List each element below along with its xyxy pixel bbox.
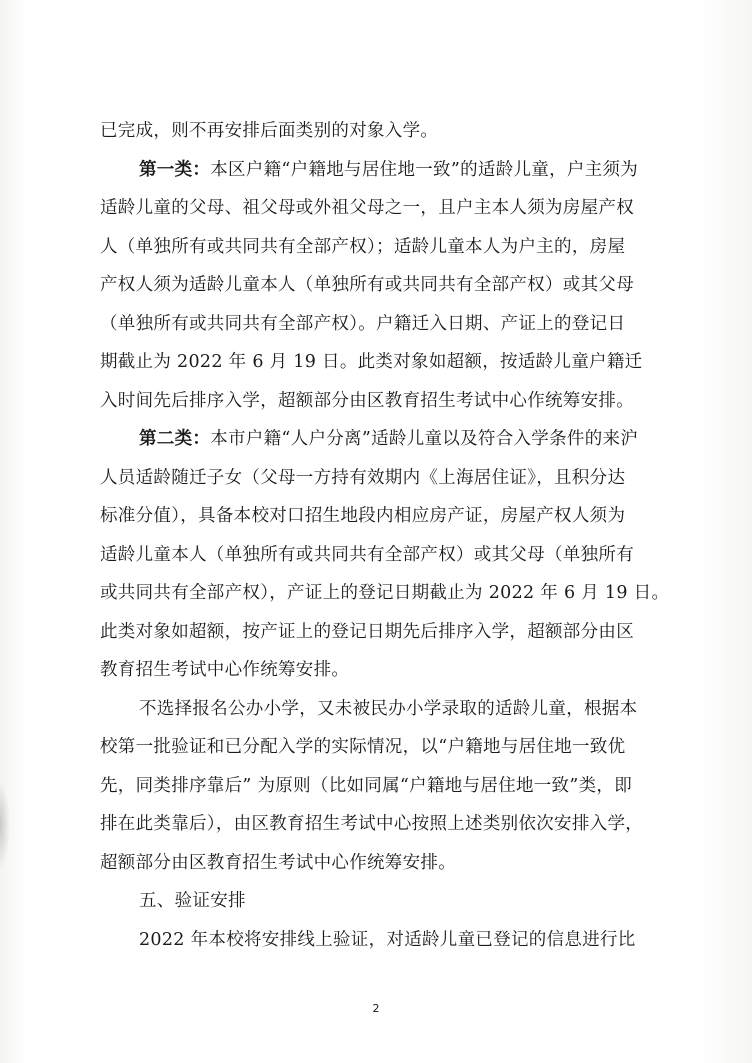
text-line-15: 教育招生考试中心作统筹安排。 xyxy=(100,660,350,680)
section-heading: 五、验证安排 xyxy=(139,891,246,911)
category-label-first: 第一类： xyxy=(139,159,211,180)
text-line-22: 2022 年本校将安排线上验证，对适龄儿童已登记的信息进行比 xyxy=(139,929,636,950)
text-line-5: 产权人须为适龄儿童本人（单独所有或共同共有全部产权）或其父母 xyxy=(100,275,634,295)
text-line-11: 标准分值），具备本校对口招生地段内相应房产证，房屋产权人须为 xyxy=(100,506,626,526)
category-label-second: 第二类： xyxy=(139,429,211,449)
text-line-19: 排在此类靠后），由区教育招生考试中心按照上述类别依次安排入学， xyxy=(100,814,644,834)
text-line-18: 先，同类排序靠后” 为原则（比如同属“户籍地与居住地一致”类，即 xyxy=(100,775,632,796)
text-line-8: 入时间先后排序入学，超额部分由区教育招生考试中心作统筹安排。 xyxy=(100,390,634,411)
text-line-2-body: 本区户籍“户籍地与居住地一致”的适龄儿童，户主须为 xyxy=(210,159,639,180)
text-line-17: 校第一批验证和已分配入学的实际情况，以“户籍地与居住地一致优 xyxy=(100,737,626,757)
text-line-1: 已完成，则不再安排后面类别的对象入学。 xyxy=(100,121,439,141)
document-body xyxy=(100,112,670,959)
text-line-9 xyxy=(100,420,640,459)
text-line-14: 此类对象如超额，按产证上的登记日期先后排序入学，超额部分由区 xyxy=(100,621,634,642)
text-line-9-body: 本市户籍“人户分离”适龄儿童以及符合入学条件的来沪 xyxy=(210,429,639,449)
text-line-7: 期截止为 2022 年 6 月 19 日。此类对象如超额，按适龄儿童户籍迁 xyxy=(100,352,643,372)
text-line-3: 适龄儿童的父母、祖父母或外祖父母之一，且户主本人须为房屋产权 xyxy=(100,198,634,218)
text-line-4: 人（单独所有或共同共有全部产权）；适龄儿童本人为户主的，房屋 xyxy=(100,236,626,257)
text-line-2 xyxy=(100,151,640,190)
scan-edge-shadow xyxy=(0,780,10,870)
page-number: 2 xyxy=(372,1002,380,1015)
text-line-13: 或共同共有全部产权），产证上的登记日期截止为 2022 年 6 月 19 日。 xyxy=(100,583,670,603)
text-line-20: 超额部分由区教育招生考试中心作统筹安排。 xyxy=(100,852,456,873)
text-line-16: 不选择报名公办小学，又未被民办小学录取的适龄儿童，根据本 xyxy=(139,698,638,719)
text-line-10: 人员适龄随迁子女（父母一方持有效期内《上海居住证》，且积分达 xyxy=(100,467,626,488)
text-line-6: （单独所有或共同共有全部产权）。户籍迁入日期、产证上的登记日 xyxy=(100,313,626,334)
text-line-12: 适龄儿童本人（单独所有或共同共有全部产权）或其父母（单独所有 xyxy=(100,544,634,565)
